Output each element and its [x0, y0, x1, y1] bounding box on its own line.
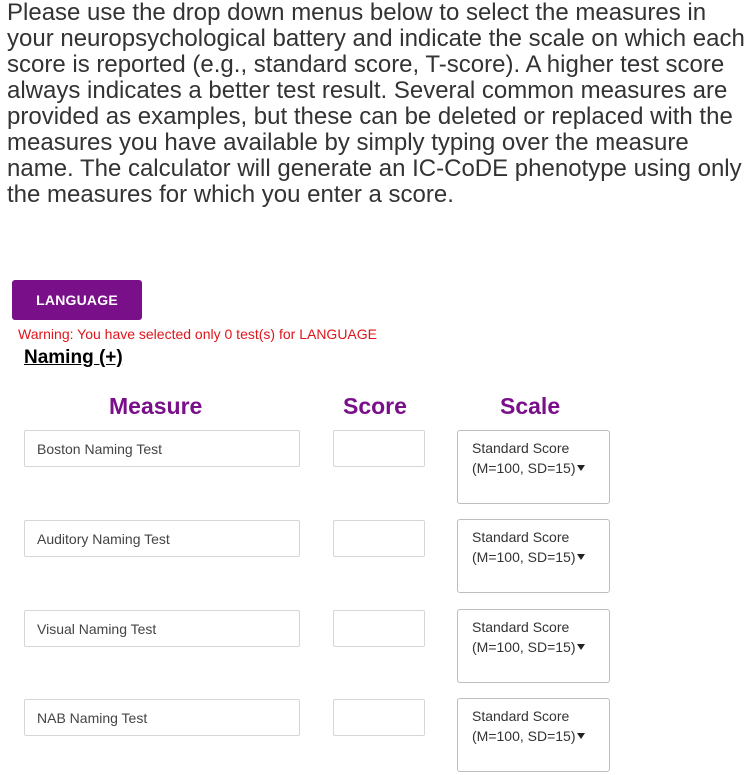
scale-select[interactable]	[457, 430, 610, 504]
dropdown-caret-icon	[577, 465, 585, 471]
measure-input[interactable]: Visual Naming Test	[24, 610, 300, 647]
test-count-warning: Warning: You have selected only 0 test(s) for LANGUAGE	[18, 326, 377, 342]
naming-section-toggle[interactable]: Naming (+)	[24, 347, 123, 368]
language-domain-button[interactable]: LANGUAGE	[12, 280, 142, 320]
scale-select-value-line2: (M=100, SD=15)	[472, 639, 576, 655]
dropdown-caret-icon	[577, 554, 585, 560]
measure-column-header: Measure	[109, 393, 203, 419]
score-input[interactable]	[333, 610, 425, 647]
score-column-header: Score	[343, 393, 407, 419]
scale-select[interactable]	[457, 609, 610, 683]
score-input[interactable]	[333, 699, 425, 736]
score-input[interactable]	[333, 520, 425, 557]
scale-select-value-line1: Standard Score	[472, 440, 570, 456]
instructions-paragraph: Please use the drop down menus below to select the measures in your neuropsychological battery and indicate the scale on which each score is reported (e.g., standard score, T-score). A higher test score always indicates a better test result. Several common measures are provided as examples, but these can be deleted or replaced with the measures you have available by simply typing over the measure name. The calculator will generate an IC-CoDE phenotype using only the measures for which you enter a score.	[7, 0, 745, 208]
dropdown-caret-icon	[577, 733, 585, 739]
measure-input[interactable]: Auditory Naming Test	[24, 520, 300, 557]
scale-select-value-line2: (M=100, SD=15)	[472, 460, 576, 476]
measure-input[interactable]: NAB Naming Test	[24, 699, 300, 736]
dropdown-caret-icon	[577, 644, 585, 650]
scale-select[interactable]	[457, 519, 610, 593]
score-input[interactable]	[333, 430, 425, 467]
scale-select[interactable]	[457, 698, 610, 772]
scale-select-value-line1: Standard Score	[472, 529, 570, 545]
scale-select-value-line1: Standard Score	[472, 708, 570, 724]
scale-select-value-line2: (M=100, SD=15)	[472, 549, 576, 565]
scale-select-value-line2: (M=100, SD=15)	[472, 728, 576, 744]
measure-input[interactable]: Boston Naming Test	[24, 430, 300, 467]
scale-select-value-line1: Standard Score	[472, 619, 570, 635]
scale-column-header: Scale	[500, 393, 561, 419]
